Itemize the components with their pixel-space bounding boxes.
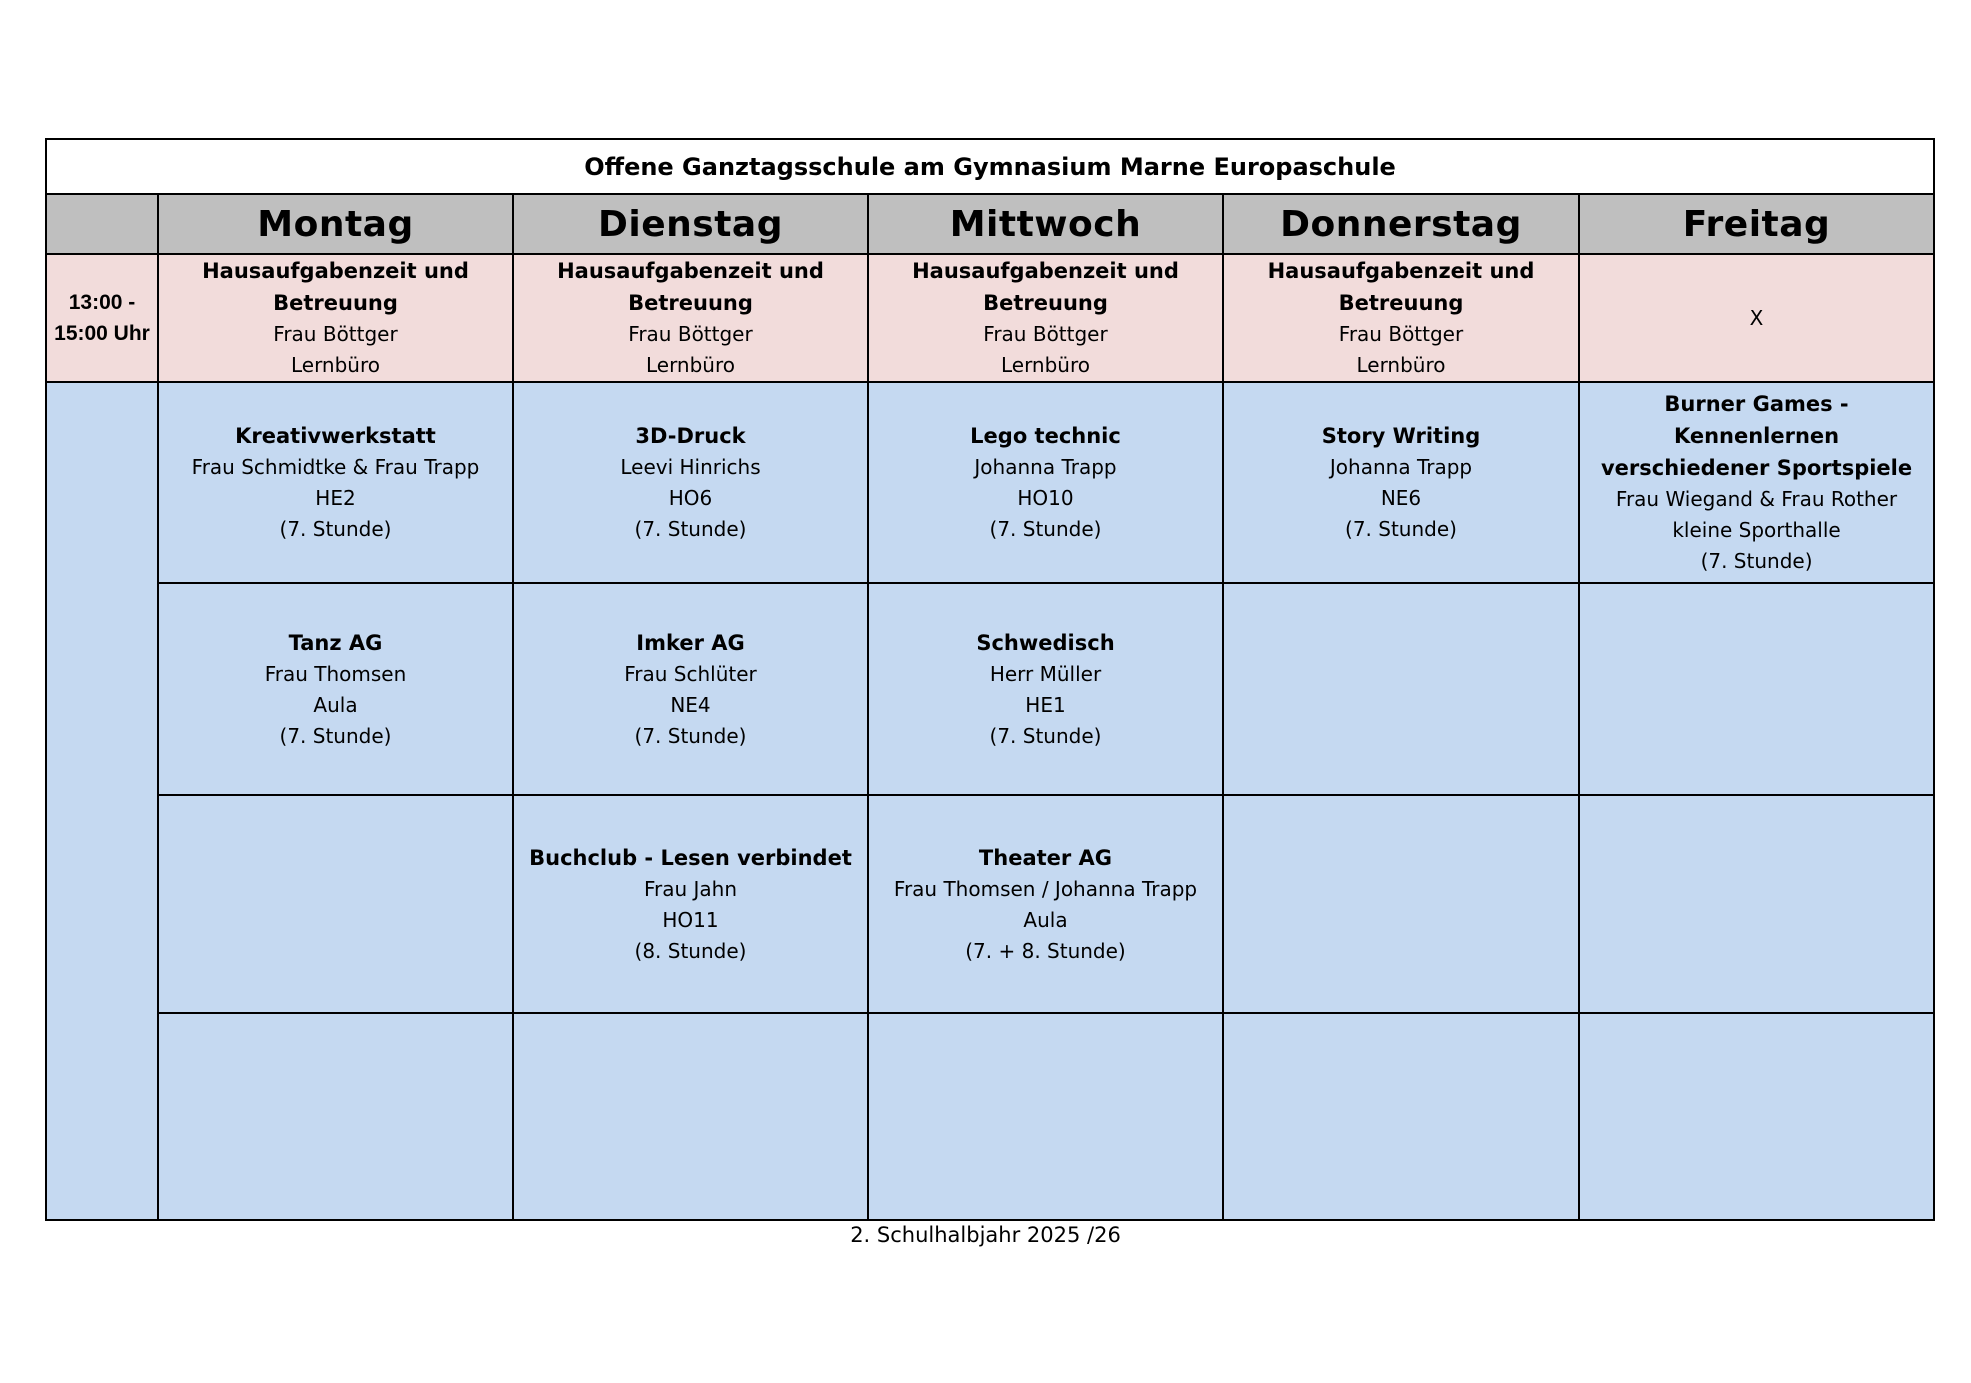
activity-period: (7. + 8. Stunde) — [965, 938, 1126, 963]
empty-cell-dienstag — [513, 1013, 868, 1220]
no-homework-mark: X — [1749, 306, 1764, 330]
homework-row — [46, 254, 1934, 382]
empty-cell-freitag — [1579, 795, 1934, 1013]
time-slot — [46, 254, 158, 382]
empty-cell-mittwoch — [868, 1013, 1223, 1220]
activity-teacher: Leevi Hinrichs — [620, 455, 761, 479]
activity-period: (7. Stunde) — [279, 517, 392, 541]
homework-cell-mittwoch — [868, 254, 1223, 382]
activity-room: kleine Sporthalle — [1672, 518, 1841, 542]
activity-cell-mittwoch — [868, 382, 1223, 583]
activity-teacher: Frau Thomsen / Johanna Trapp — [893, 876, 1198, 901]
activity-row-3 — [46, 795, 1934, 1013]
empty-cell-donnerstag — [1223, 795, 1579, 1013]
day-header-freitag: Freitag — [1579, 194, 1934, 254]
day-header-donnerstag: Donnerstag — [1223, 194, 1579, 254]
homework-cell-dienstag — [513, 254, 868, 382]
activity-teacher: Frau Jahn — [643, 876, 738, 901]
empty-cell-montag — [158, 1013, 513, 1220]
empty-cell-freitag — [1579, 1013, 1934, 1220]
homework-title-line2: Betreuung — [273, 291, 398, 315]
day-header-dienstag: Dienstag — [513, 194, 868, 254]
homework-room: Lernbüro — [1356, 353, 1446, 377]
activity-teacher: Frau Thomsen — [264, 661, 407, 686]
homework-room: Lernbüro — [290, 353, 381, 377]
activity-title: Imker AG — [636, 630, 745, 655]
activity-teacher: Johanna Trapp — [1329, 455, 1473, 479]
day-header-montag: Montag — [158, 194, 513, 254]
activity-cell-freitag — [1579, 382, 1934, 583]
schedule-sheet — [45, 138, 1933, 1221]
activity-cell-dienstag — [513, 382, 868, 583]
activity-title: 3D-Druck — [635, 424, 746, 448]
homework-room: Lernbüro — [645, 353, 736, 377]
empty-cell-freitag — [1579, 583, 1934, 795]
homework-title-line2: Betreuung — [1338, 291, 1464, 315]
activity-cell-mittwoch — [868, 795, 1223, 1013]
activity-title: Buchclub - Lesen verbindet — [529, 845, 852, 870]
semester-footer: 2. Schulhalbjahr 2025 /26 — [850, 1223, 1121, 1247]
activity-title-line2: verschiedener Sportspiele — [1600, 456, 1913, 480]
activity-teacher: Herr Müller — [989, 661, 1102, 686]
activity-title: Theater AG — [978, 845, 1113, 870]
homework-title-line2: Betreuung — [983, 291, 1108, 315]
homework-teacher: Frau Böttger — [628, 322, 753, 346]
homework-teacher: Frau Böttger — [273, 322, 398, 346]
schedule-title: Offene Ganztagsschule am Gymnasium Marne Europaschule — [46, 139, 1934, 194]
activity-cell-dienstag — [513, 795, 868, 1013]
activity-teacher: Frau Wiegand & Frau Rother — [1615, 487, 1898, 511]
schedule-table — [45, 138, 1935, 1221]
activity-row-2 — [46, 583, 1934, 795]
activity-teacher: Frau Schmidtke & Frau Trapp — [191, 455, 480, 479]
activity-cell-mittwoch — [868, 583, 1223, 795]
homework-title-line1: Hausaufgabenzeit und — [557, 259, 824, 283]
activity-room: HE1 — [1025, 692, 1066, 717]
activity-period: (7. Stunde) — [1345, 517, 1457, 541]
activity-period: (7. Stunde) — [989, 723, 1102, 748]
homework-title-line1: Hausaufgabenzeit und — [912, 259, 1179, 283]
activity-title: Lego technic — [970, 424, 1121, 448]
time-slot-end: 15:00 Uhr — [54, 322, 150, 345]
activity-cell-montag — [158, 382, 513, 583]
activity-cell-dienstag — [513, 583, 868, 795]
activity-period: (7. Stunde) — [279, 723, 392, 748]
empty-cell-donnerstag — [1223, 583, 1579, 795]
activity-room: HO11 — [662, 907, 719, 932]
activity-row-4 — [46, 1013, 1934, 1220]
activity-period: (7. Stunde) — [634, 723, 747, 748]
activity-period: (8. Stunde) — [634, 938, 747, 963]
time-slot-start: 13:00 - — [68, 291, 136, 314]
activity-room: NE4 — [670, 692, 711, 717]
activity-room: Aula — [313, 692, 358, 717]
homework-cell-montag — [158, 254, 513, 382]
activity-title: Schwedisch — [976, 630, 1115, 655]
activity-room: NE6 — [1380, 486, 1422, 510]
activity-room: HO6 — [668, 486, 713, 510]
activity-period: (7. Stunde) — [1700, 549, 1813, 573]
day-header-mittwoch: Mittwoch — [868, 194, 1223, 254]
homework-title-line1: Hausaufgabenzeit und — [202, 259, 469, 283]
activity-title: Kreativwerkstatt — [235, 424, 436, 448]
activity-cell-montag — [158, 583, 513, 795]
activity-teacher: Frau Schlüter — [624, 661, 757, 686]
homework-cell-freitag — [1579, 254, 1934, 382]
empty-time-column — [46, 382, 158, 1220]
homework-cell-donnerstag — [1223, 254, 1579, 382]
activity-title-line1: Burner Games - Kennenlernen — [1664, 392, 1849, 448]
activity-title: Story Writing — [1321, 424, 1481, 448]
empty-cell-donnerstag — [1223, 1013, 1579, 1220]
activity-cell-donnerstag — [1223, 382, 1579, 583]
activity-period: (7. Stunde) — [634, 517, 747, 541]
activity-room: HE2 — [315, 486, 356, 510]
empty-cell-montag — [158, 795, 513, 1013]
homework-title-line1: Hausaufgabenzeit und — [1267, 259, 1535, 283]
homework-title-line2: Betreuung — [628, 291, 753, 315]
activity-room: HO10 — [1017, 486, 1074, 510]
corner-cell — [46, 194, 158, 254]
activity-room: Aula — [1023, 907, 1068, 932]
homework-teacher: Frau Böttger — [1338, 322, 1464, 346]
homework-room: Lernbüro — [1000, 353, 1091, 377]
activity-period: (7. Stunde) — [989, 517, 1102, 541]
homework-teacher: Frau Böttger — [983, 322, 1108, 346]
activity-title: Tanz AG — [288, 630, 383, 655]
activity-row-1 — [46, 382, 1934, 583]
day-header-row — [46, 194, 1934, 254]
activity-teacher: Johanna Trapp — [974, 455, 1117, 479]
